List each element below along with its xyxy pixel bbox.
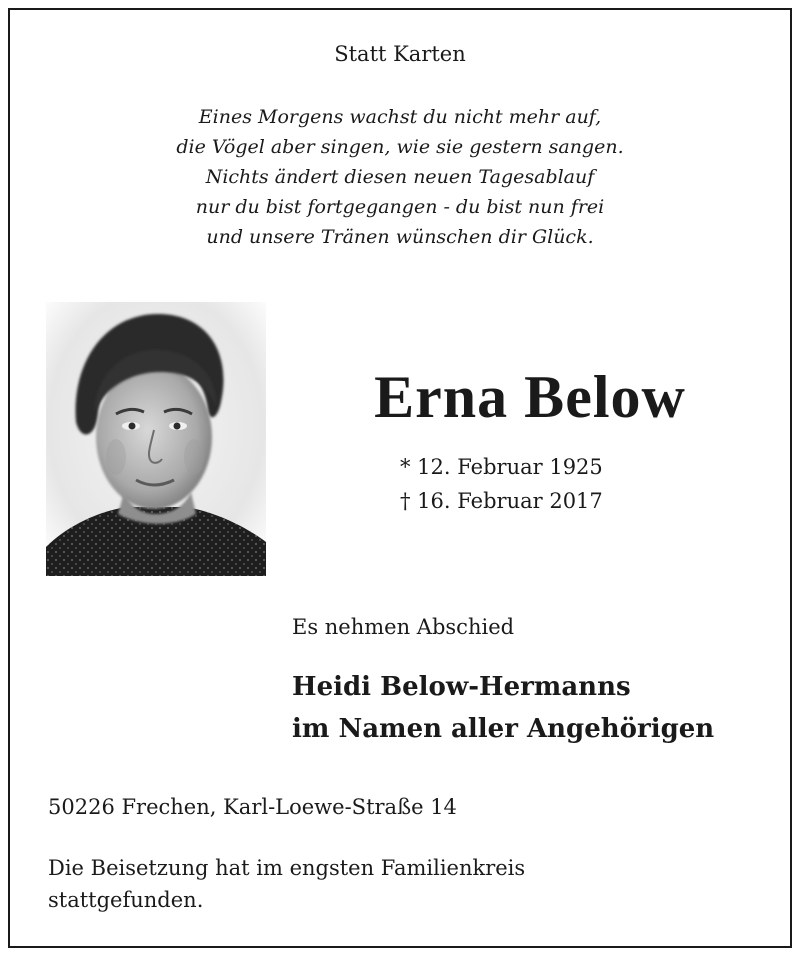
farewell-intro: Es nehmen Abschied xyxy=(292,615,515,639)
mourner-line: im Namen aller Angehörigen xyxy=(292,714,715,744)
poem-line: nur du bist fortgegangen - du bist nun frei xyxy=(195,196,605,218)
poem-line: die Vögel aber singen, wie sie gestern sangen. xyxy=(176,136,624,158)
burial-note xyxy=(48,852,648,916)
burial-line: stattgefunden. xyxy=(48,888,204,912)
poem-line: und unsere Tränen wünschen dir Glück. xyxy=(206,226,594,248)
poem-line: Eines Morgens wachst du nicht mehr auf, xyxy=(198,106,602,128)
birth-date: * 12. Februar 1925 xyxy=(400,455,603,479)
poem xyxy=(0,102,800,252)
poem-line: Nichts ändert diesen neuen Tagesablauf xyxy=(205,166,595,188)
address: 50226 Frechen, Karl-Loewe-Straße 14 xyxy=(48,795,457,819)
portrait-photo xyxy=(46,302,266,576)
life-dates xyxy=(400,450,660,518)
portrait-illustration xyxy=(46,302,266,576)
deceased-name: Erna Below xyxy=(374,364,686,430)
death-date: † 16. Februar 2017 xyxy=(400,489,603,513)
notice-header: Statt Karten xyxy=(334,42,466,66)
mourner-line: Heidi Below-Hermanns xyxy=(292,672,631,702)
burial-line: Die Beisetzung hat im engsten Familienkreis xyxy=(48,856,526,880)
mourners xyxy=(292,666,714,750)
